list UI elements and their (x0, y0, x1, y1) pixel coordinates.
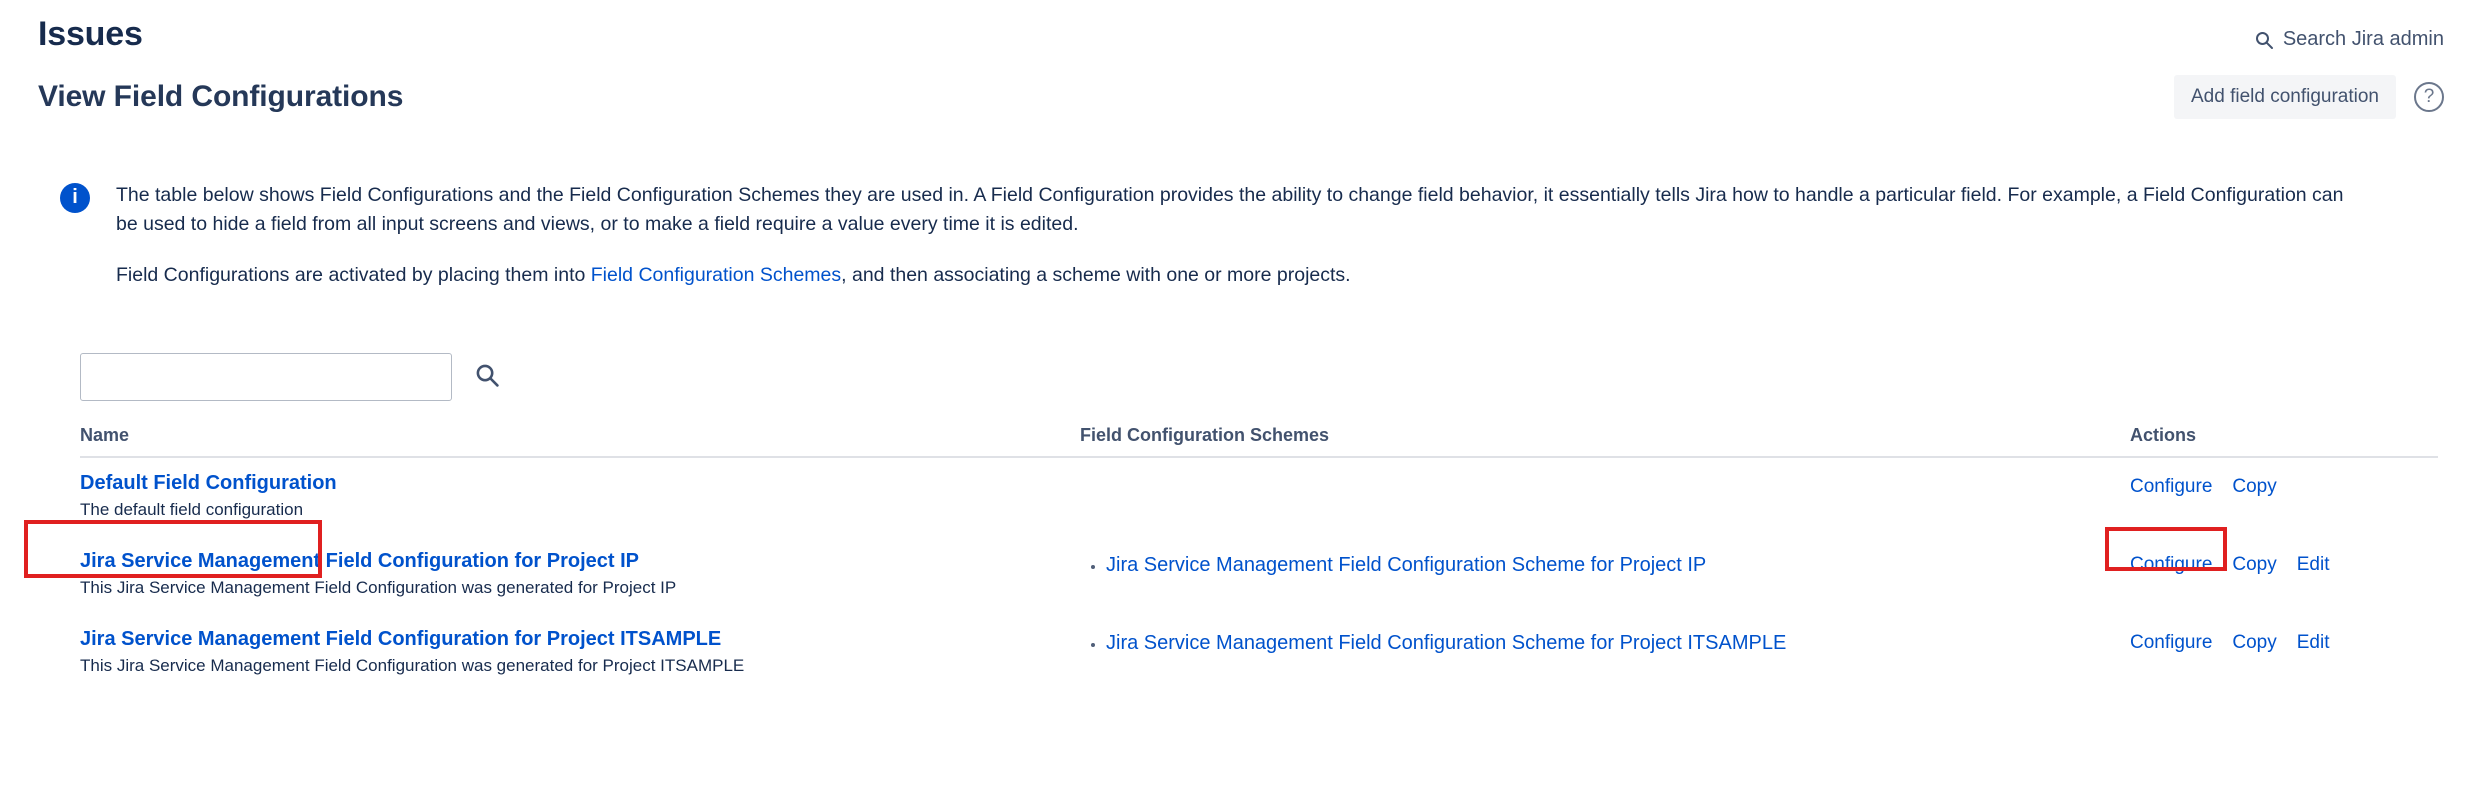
info-text (116, 181, 2356, 291)
configure-link[interactable]: Configure (2130, 475, 2213, 497)
search-icon (2254, 30, 2274, 50)
cell-schemes (1080, 536, 2130, 614)
cell-actions (2130, 536, 2438, 614)
row-actions (2130, 476, 2438, 498)
copy-link[interactable]: Copy (2232, 553, 2277, 575)
info-paragraph-2 (116, 261, 2356, 290)
scheme-link[interactable]: Jira Service Management Field Configuration Scheme for Project IP (1106, 553, 1707, 576)
cell-schemes (1080, 457, 2130, 536)
field-configuration-name-link[interactable]: Default Field Configuration (80, 471, 337, 494)
list-item (1106, 554, 2130, 577)
top-header (38, 0, 2448, 55)
search-icon (474, 362, 500, 391)
field-configuration-description: The default field configuration (80, 499, 304, 519)
cell-schemes (1080, 614, 2130, 692)
filter-search-button[interactable] (474, 362, 500, 391)
help-circle-icon[interactable]: ? (2414, 82, 2444, 112)
scheme-link[interactable]: Jira Service Management Field Configuration Scheme for Project ITSAMPLE (1106, 631, 1787, 654)
table-head (80, 425, 2438, 457)
field-configuration-name-link[interactable]: Jira Service Management Field Configuration for Project IP (80, 549, 640, 572)
cell-name (80, 614, 1080, 692)
info-paragraph-1: The table below shows Field Configurations and the Field Configuration Schemes they are used in. A Field Configuration provides the ability to change field behavior, it essentially tells Jira how to handle a particular field. For example, a Field Configuration can be used to hide a field from all input screens and views, or to make a field require a value every time it is edited. (116, 183, 2344, 236)
copy-link[interactable]: Copy (2232, 631, 2277, 653)
field-configurations-table (80, 425, 2438, 692)
section-actions (2174, 75, 2448, 119)
add-field-configuration-button[interactable]: Add field configuration (2174, 75, 2396, 119)
section-header (38, 75, 2448, 119)
field-configuration-schemes-link[interactable]: Field Configuration Schemes (590, 264, 842, 287)
cell-name (80, 457, 1080, 536)
list-item (1106, 632, 2130, 655)
cell-actions (2130, 457, 2438, 536)
search-jira-admin-label: Search Jira admin (2282, 28, 2444, 50)
scheme-list (1080, 554, 2130, 577)
scheme-list (1080, 632, 2130, 655)
info-circle-icon: i (60, 183, 90, 213)
page-title: Issues (38, 15, 143, 53)
filter-input[interactable] (80, 353, 452, 401)
table-row (80, 536, 2438, 614)
table-body (80, 457, 2438, 692)
edit-link[interactable]: Edit (2296, 631, 2330, 653)
info-panel (38, 181, 2448, 291)
configure-link[interactable]: Configure (2130, 553, 2213, 575)
column-header-name: Name (80, 425, 1080, 457)
table-header-row (80, 425, 2438, 457)
field-configuration-name-link[interactable]: Jira Service Management Field Configuration for Project ITSAMPLE (80, 627, 722, 650)
field-configuration-description: This Jira Service Management Field Configuration was generated for Project ITSAMPLE (80, 655, 745, 675)
copy-link[interactable]: Copy (2232, 475, 2277, 497)
row-actions (2130, 632, 2438, 654)
column-header-schemes: Field Configuration Schemes (1080, 425, 2130, 457)
section-title: View Field Configurations (38, 79, 404, 113)
row-actions (2130, 554, 2438, 576)
filter-bar (38, 353, 2448, 401)
column-header-actions: Actions (2130, 425, 2438, 457)
info-paragraph-2-prefix: Field Configurations are activated by placing them into (116, 264, 591, 287)
cell-name (80, 536, 1080, 614)
table-row (80, 457, 2438, 536)
edit-link[interactable]: Edit (2296, 553, 2330, 575)
info-paragraph-2-suffix: , and then associating a scheme with one or more projects. (841, 264, 1351, 287)
cell-actions (2130, 614, 2438, 692)
configure-link[interactable]: Configure (2130, 631, 2213, 653)
search-jira-admin-button[interactable] (2254, 28, 2444, 51)
table-row (80, 614, 2438, 692)
field-configuration-description: This Jira Service Management Field Configuration was generated for Project IP (80, 577, 677, 597)
field-configurations-table-wrap (38, 425, 2448, 692)
